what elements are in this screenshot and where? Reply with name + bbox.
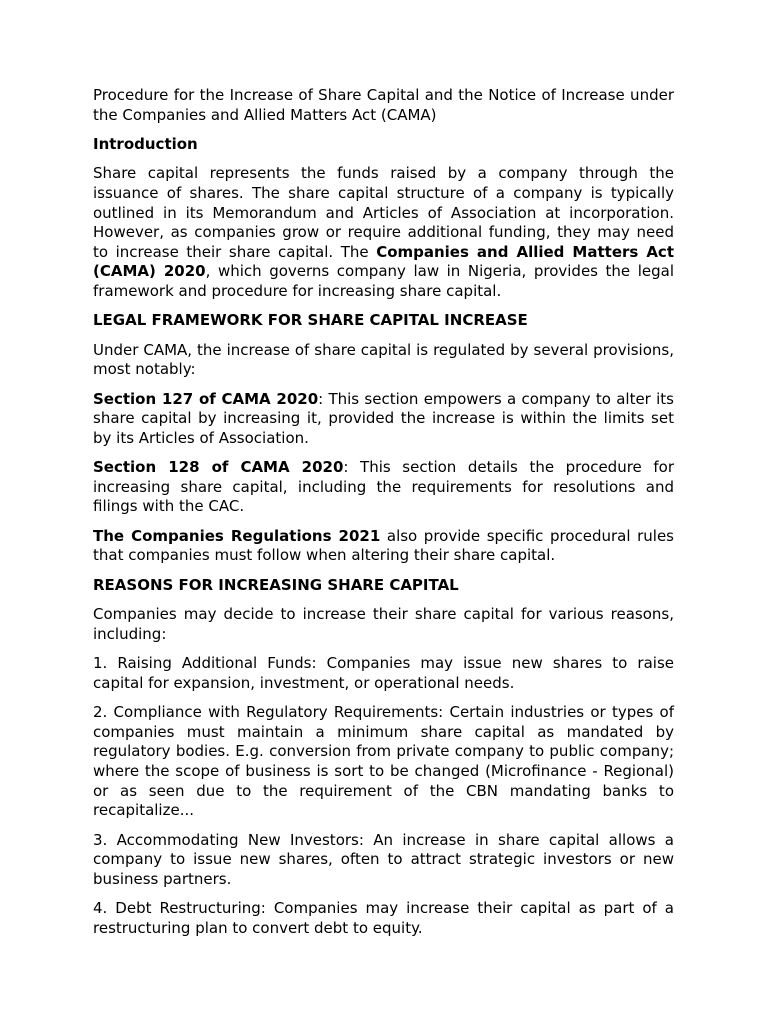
document-title: Procedure for the Increase of Share Capital and the Notice of Increase under the Companies and Allied Matters Act (CAMA) bbox=[93, 86, 674, 124]
reason-item-raising-funds: 1. Raising Additional Funds: Companies may issue new shares to raise capital for expansion, investment, or operational needs. bbox=[93, 654, 674, 692]
legal-framework-heading: LEGAL FRAMEWORK FOR SHARE CAPITAL INCREASE bbox=[93, 311, 528, 330]
regulations-text: also provide specific procedural rules that companies must follow when altering their share capital. bbox=[93, 526, 674, 565]
regulations-label: The Companies Regulations 2021 bbox=[93, 526, 381, 545]
reasons-heading: REASONS FOR INCREASING SHARE CAPITAL bbox=[93, 575, 459, 594]
reasons-intro: Companies may decide to increase their share capital for various reasons, including: bbox=[93, 605, 674, 643]
reason-item-regulatory-compliance: 2. Compliance with Regulatory Requirements: Certain industries or types of companies must maintain a minimum share capital as mandated by regulatory bodies. E.g. conversion from private company to public company; where the scope of business is sort to be changed (Microfinance - Regional) or as seen due to the requirement of the CBN mandating banks to recapitalize... bbox=[93, 703, 674, 820]
document-page bbox=[93, 86, 674, 948]
intro-bold-act-name: Companies and Allied Matters Act (CAMA) 2020 bbox=[93, 242, 674, 281]
section-128-paragraph bbox=[93, 458, 674, 517]
reason-item-debt-restructuring: 4. Debt Restructuring: Companies may increase their capital as part of a restructuring plan to convert debt to equity. bbox=[93, 899, 674, 937]
intro-text-part2: , which governs company law in Nigeria, provides the legal framework and procedure for increasing share capital. bbox=[93, 262, 674, 300]
section-127-label: Section 127 of CAMA 2020 bbox=[93, 389, 319, 408]
introduction-paragraph bbox=[93, 164, 674, 301]
legal-framework-intro: Under CAMA, the increase of share capital is regulated by several provisions, most notably: bbox=[93, 340, 674, 379]
regulations-paragraph bbox=[93, 527, 674, 566]
reason-item-new-investors: 3. Accommodating New Investors: An increase in share capital allows a company to issue new shares, often to attract strategic investors or new business partners. bbox=[93, 830, 674, 888]
intro-text-part1: Share capital represents the funds raised by a company through the issuance of shares. The share capital structure of a company is typically outlined in its Memorandum and Articles of Association at incorporation. However, as companies grow or require additional funding, they may need to increase their share capital. The bbox=[93, 164, 674, 261]
section-127-paragraph bbox=[93, 390, 674, 449]
introduction-heading: Introduction bbox=[93, 134, 198, 153]
section-127-text: : This section empowers a company to alter its share capital by increasing it, provided the increase is within the limits set by its Articles of Association. bbox=[93, 389, 674, 447]
section-128-label: Section 128 of CAMA 2020 bbox=[93, 458, 344, 477]
section-128-text: : This section details the procedure for increasing share capital, including the requirements for resolutions and filings with the CAC. bbox=[93, 458, 674, 516]
